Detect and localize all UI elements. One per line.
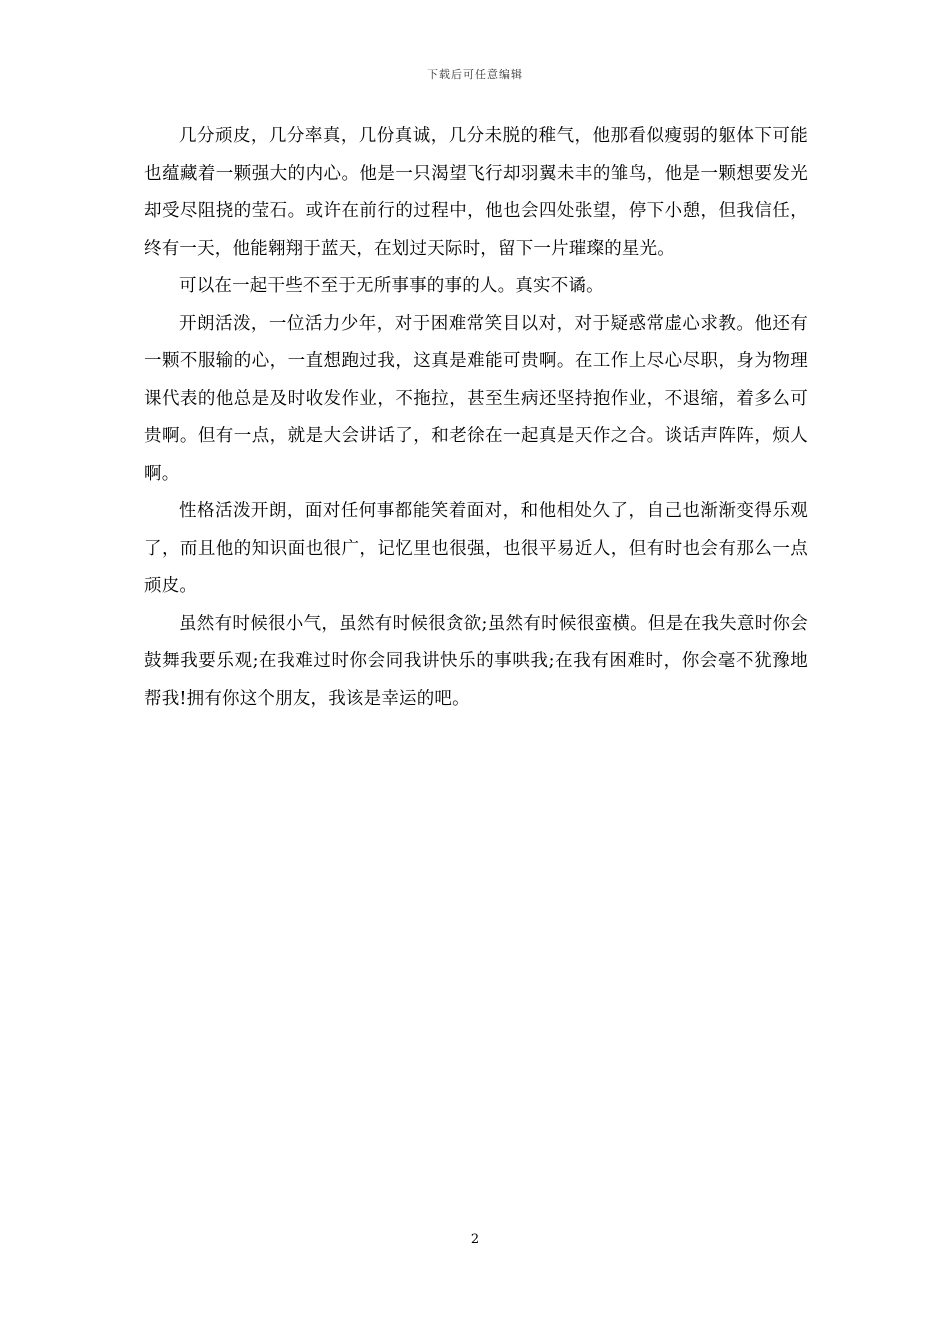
paragraph: 性格活泼开朗，面对任何事都能笑着面对，和他相处久了，自己也渐渐变得乐观了，而且他的知识面也很广，记忆里也很强，也很平易近人，但有时也会有那么一点顽皮。 bbox=[144, 501, 808, 596]
paragraph: 可以在一起干些不至于无所事事的事的人。真实不谲。 bbox=[179, 276, 604, 296]
document-body bbox=[144, 118, 808, 718]
page-header: 下载后可任意编辑 bbox=[427, 68, 523, 81]
paragraph: 虽然有时候很小气，虽然有时候很贪欲;虽然有时候很蛮横。但是在我失意时你会鼓舞我要乐观;在我难过时你会同我讲快乐的事哄我;在我有困难时，你会毫不犹豫地帮我!拥有你这个朋友，我该是幸运的吧。 bbox=[144, 613, 808, 709]
paragraph: 开朗活泼，一位活力少年，对于困难常笑目以对，对于疑惑常虚心求教。他还有一颗不服输的心，一直想跑过我，这真是难能可贵啊。在工作上尽心尽职，身为物理课代表的他总是及时收发作业，不拖拉，甚至生病还坚持抱作业，不退缩，着多么可贵啊。但有一点，就是大会讲话了，和老徐在一起真是天作之合。谈话声阵阵，烦人啊。 bbox=[144, 313, 808, 484]
page-number: 2 bbox=[470, 1232, 480, 1247]
paragraph: 几分顽皮，几分率真，几份真诚，几分未脱的稚气，他那看似瘦弱的躯体下可能也蕴藏着一颗强大的内心。他是一只渴望飞行却羽翼未丰的雏鸟，他是一颗想要发光却受尽阻挠的莹石。或许在前行的过程中，他也会四处张望，停下小憩，但我信任，终有一天，他能翱翔于蓝天，在划过天际时，留下一片璀璨的星光。 bbox=[144, 126, 808, 259]
